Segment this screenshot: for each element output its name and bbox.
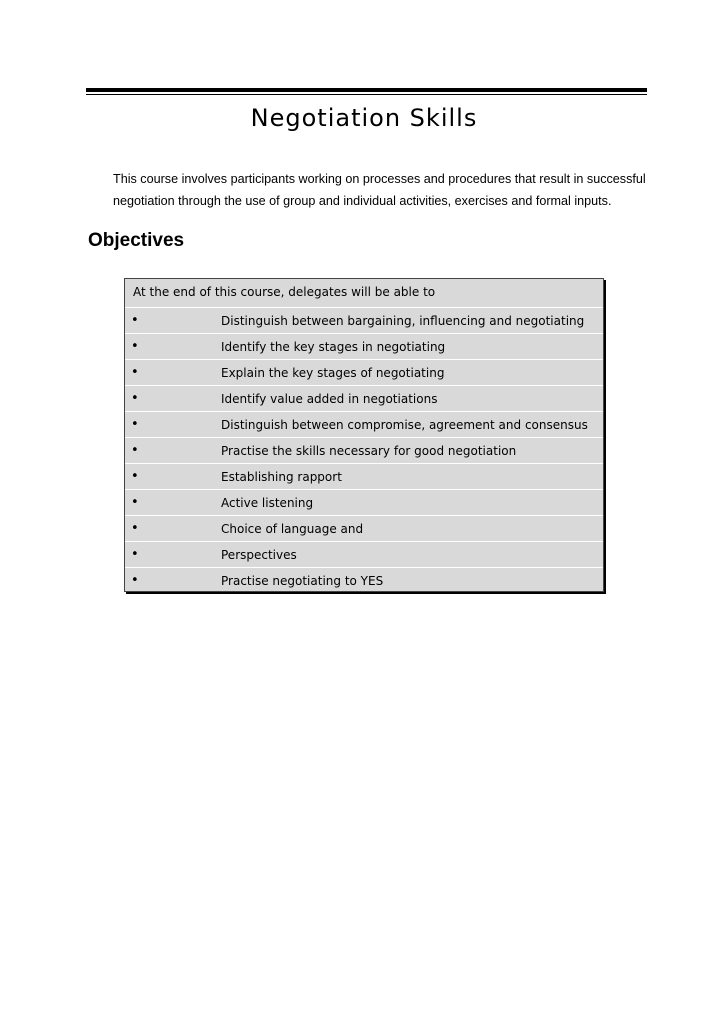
objectives-table (124, 278, 604, 592)
objective-text: Practise the skills necessary for good negotiation (221, 444, 517, 458)
objective-text: Choice of language and (221, 522, 364, 536)
bullet-icon: • (131, 521, 139, 536)
objective-text: Establishing rapport (221, 470, 342, 484)
intro-line: negotiation through the use of group and individual activities, exercises and formal inputs. (113, 194, 612, 208)
objective-item (125, 567, 603, 594)
intro-paragraph (113, 168, 646, 212)
header-rule-thin (86, 94, 647, 95)
bullet-icon: • (131, 495, 139, 510)
objective-text: Perspectives (221, 548, 297, 562)
bullet-icon: • (131, 417, 139, 432)
bullet-icon: • (131, 313, 139, 328)
objective-text: Identify the key stages in negotiating (221, 340, 446, 354)
bullet-icon: • (131, 339, 139, 354)
objective-item (125, 489, 603, 516)
objective-text: Distinguish between compromise, agreement and consensus (221, 418, 588, 432)
objective-item (125, 437, 603, 464)
objectives-lead-row (125, 279, 603, 305)
bullet-icon: • (131, 547, 139, 562)
objective-text: Distinguish between bargaining, influencing and negotiating (221, 314, 585, 328)
page-title: Negotiation Skills (250, 104, 478, 132)
objective-text: Explain the key stages of negotiating (221, 366, 445, 380)
bullet-icon: • (131, 391, 139, 406)
objectives-lead-text: At the end of this course, delegates will be able to (133, 285, 436, 299)
objective-item (125, 411, 603, 438)
bullet-icon: • (131, 469, 139, 484)
header-rule-thick (86, 88, 647, 92)
objective-text: Practise negotiating to YES (221, 574, 384, 588)
bullet-icon: • (131, 573, 139, 588)
objective-item (125, 515, 603, 542)
objective-item (125, 541, 603, 568)
objective-text: Active listening (221, 496, 314, 510)
objective-item (125, 463, 603, 490)
objective-item (125, 333, 603, 360)
objective-item (125, 307, 603, 334)
intro-line: This course involves participants working on processes and procedures that result in successful (113, 172, 646, 186)
bullet-icon: • (131, 365, 139, 380)
objective-item (125, 385, 603, 412)
objective-text: Identify value added in negotiations (221, 392, 438, 406)
bullet-icon: • (131, 443, 139, 458)
objective-item (125, 359, 603, 386)
objectives-heading: Objectives (88, 230, 185, 251)
